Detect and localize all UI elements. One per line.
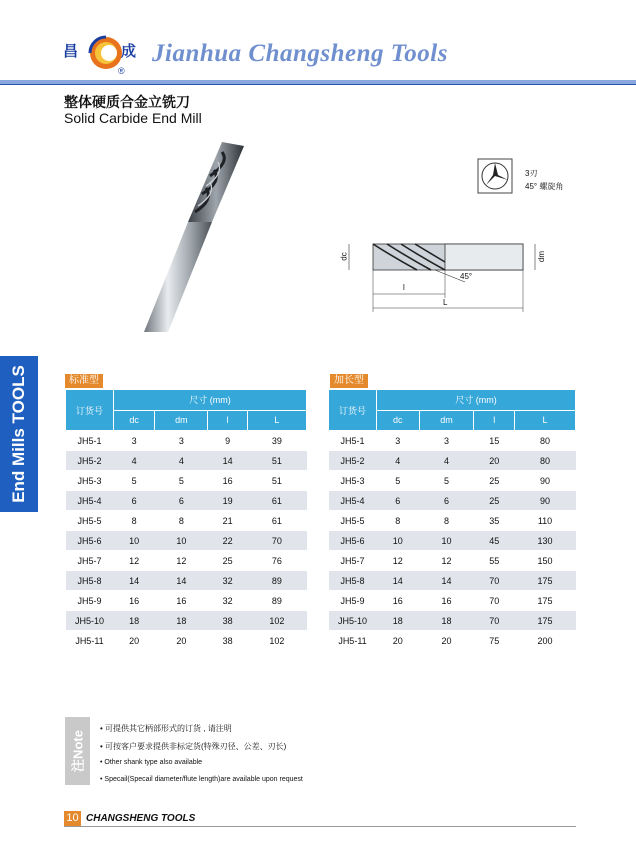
order-no-cell: JH5-6 [66,531,114,551]
size-cell: 70 [474,591,515,611]
size-cell: 110 [515,511,576,531]
size-cell: 102 [247,611,306,631]
order-no-cell: JH5-8 [66,571,114,591]
size-cell: 10 [114,531,155,551]
order-no-cell: JH5-4 [329,491,377,511]
size-cell: 14 [114,571,155,591]
size-cell: 32 [208,571,247,591]
size-cell: 35 [474,511,515,531]
size-cell: 5 [155,471,208,491]
logo-cn-left: 昌 [63,43,79,60]
order-no-cell: JH5-3 [66,471,114,491]
table-row [329,511,576,531]
table-row [66,631,307,651]
size-cell: 12 [155,551,208,571]
size-cell: 39 [247,431,306,451]
size-cell: 8 [377,511,420,531]
size-cell: 18 [419,611,474,631]
size-cell: 8 [419,511,474,531]
table-row [329,551,576,571]
order-no-header: 订货号 [329,390,377,431]
size-cell: 18 [155,611,208,631]
order-no-cell: JH5-11 [329,631,377,651]
order-no-cell: JH5-9 [66,591,114,611]
extended-table-body [329,431,576,651]
table-row [329,471,576,491]
size-cell: 5 [419,471,474,491]
order-no-cell: JH5-1 [329,431,377,451]
table-row [329,591,576,611]
dim-dm-label: dm [537,250,547,263]
size-cell: 5 [377,471,420,491]
size-cell: 80 [515,451,576,471]
size-cell: 90 [515,471,576,491]
size-cell: 51 [247,471,306,491]
end-mill-photo-icon [140,140,260,340]
col-dc-header: dc [114,410,155,431]
size-cell: 14 [377,571,420,591]
size-cell: 20 [474,451,515,471]
size-cell: 14 [208,451,247,471]
size-cell: 12 [419,551,474,571]
table-row [66,491,307,511]
table-row [66,431,307,451]
size-cell: 61 [247,491,306,511]
size-cell: 10 [377,531,420,551]
dim-dc-label: dc [339,252,349,261]
table-row [66,531,307,551]
side-category-label: End Mills TOOLS [9,365,28,503]
size-cell: 18 [114,611,155,631]
size-cell: 6 [419,491,474,511]
size-cell: 130 [515,531,576,551]
size-cell: 14 [419,571,474,591]
size-cell: 32 [208,591,247,611]
size-cell: 19 [208,491,247,511]
table-row [329,531,576,551]
product-photo [140,140,260,340]
size-cell: 38 [208,611,247,631]
size-cell: 76 [247,551,306,571]
logo-registered-mark: ® [118,66,125,76]
helix-angle: 45° 螺旋角 [525,182,564,191]
size-cell: 16 [377,591,420,611]
col-dm-header: dm [155,410,208,431]
size-cell: 14 [155,571,208,591]
footer-brand: CHANGSHENG TOOLS [86,813,196,824]
size-cell: 8 [155,511,208,531]
size-cell: 3 [419,431,474,451]
order-no-cell: JH5-3 [329,471,377,491]
flute-count: 3刃 [525,169,538,178]
note-line-4: • Specail(Specail diameter/flute length)are available upon request [100,776,303,783]
size-cell: 3 [377,431,420,451]
size-cell: 45 [474,531,515,551]
logo-cn-right: 成 [121,43,137,60]
order-no-cell: JH5-1 [66,431,114,451]
col-L-header: L [515,410,576,431]
size-cell: 22 [208,531,247,551]
brand-name: Jianhua Changsheng Tools [152,40,448,67]
size-cell: 25 [474,491,515,511]
order-no-cell: JH5-11 [66,631,114,651]
size-cell: 16 [208,471,247,491]
table-row [329,611,576,631]
size-cell: 4 [419,451,474,471]
table-row [66,551,307,571]
size-cell: 70 [247,531,306,551]
size-cell: 21 [208,511,247,531]
size-cell: 20 [419,631,474,651]
table-row [329,431,576,451]
order-no-cell: JH5-6 [329,531,377,551]
size-cell: 3 [114,431,155,451]
three-flute-section-icon [477,158,513,194]
extended-type-tag: 加长型 [330,374,368,388]
order-no-cell: JH5-2 [66,451,114,471]
size-cell: 3 [155,431,208,451]
size-cell: 75 [474,631,515,651]
size-cell: 55 [474,551,515,571]
size-cell: 20 [114,631,155,651]
col-l-header: l [474,410,515,431]
size-cell: 25 [474,471,515,491]
table-row [66,451,307,471]
table-row [329,631,576,651]
size-cell: 38 [208,631,247,651]
size-cell: 89 [247,591,306,611]
size-cell: 25 [208,551,247,571]
size-cell: 150 [515,551,576,571]
col-dc-header: dc [377,410,420,431]
order-no-cell: JH5-10 [66,611,114,631]
order-no-cell: JH5-5 [66,511,114,531]
header-rule-dark [0,84,636,85]
size-cell: 175 [515,591,576,611]
order-no-header: 订货号 [66,390,114,431]
note-line-3: • Other shank type also available [100,759,203,766]
col-L-header: L [247,410,306,431]
size-cell: 4 [155,451,208,471]
footer-rule [64,826,576,827]
size-cell: 89 [247,571,306,591]
size-cell: 20 [377,631,420,651]
size-cell: 90 [515,491,576,511]
size-cell: 6 [114,491,155,511]
table-row [66,511,307,531]
col-dm-header: dm [419,410,474,431]
flute-cross-section [477,158,513,194]
size-cell: 9 [208,431,247,451]
order-no-cell: JH5-7 [66,551,114,571]
table-row [329,571,576,591]
order-no-cell: JH5-7 [329,551,377,571]
size-cell: 51 [247,451,306,471]
order-no-cell: JH5-5 [329,511,377,531]
size-cell: 18 [377,611,420,631]
table-row [66,611,307,631]
table-row [66,591,307,611]
dim-L-label: L [443,298,448,307]
size-cell: 10 [419,531,474,551]
note-label: 注Note [70,730,86,772]
order-no-cell: JH5-9 [329,591,377,611]
table-row [329,451,576,471]
size-cell: 12 [377,551,420,571]
size-header: 尺寸 (mm) [377,390,576,411]
size-cell: 6 [155,491,208,511]
size-header: 尺寸 (mm) [114,390,307,411]
size-cell: 12 [114,551,155,571]
size-cell: 6 [377,491,420,511]
table-row [329,491,576,511]
order-no-cell: JH5-4 [66,491,114,511]
dim-angle-label: 45° [460,272,473,281]
extended-spec-table [328,389,576,651]
size-cell: 20 [155,631,208,651]
size-cell: 61 [247,511,306,531]
size-cell: 15 [474,431,515,451]
size-cell: 70 [474,611,515,631]
note-line-1: • 可提供其它柄部形式的订货 , 请注明 [100,724,232,733]
size-cell: 4 [377,451,420,471]
page-number: 10 [64,811,81,826]
col-l-header: l [208,410,247,431]
size-cell: 175 [515,611,576,631]
standard-spec-table [65,389,307,651]
size-cell: 102 [247,631,306,651]
order-no-cell: JH5-8 [329,571,377,591]
size-cell: 4 [114,451,155,471]
table-row [66,471,307,491]
size-cell: 16 [419,591,474,611]
standard-type-tag: 标准型 [65,374,103,388]
page-title-en: Solid Carbide End Mill [64,110,202,126]
size-cell: 80 [515,431,576,451]
size-cell: 5 [114,471,155,491]
size-cell: 16 [155,591,208,611]
order-no-cell: JH5-10 [329,611,377,631]
size-cell: 200 [515,631,576,651]
order-no-cell: JH5-2 [329,451,377,471]
size-cell: 8 [114,511,155,531]
standard-table-body [66,431,307,651]
size-cell: 70 [474,571,515,591]
page-title-cn: 整体硬质合金立铣刀 [64,94,190,110]
table-row [66,571,307,591]
dim-l-label: l [403,283,405,292]
size-cell: 175 [515,571,576,591]
note-line-2: • 可按客户要求提供非标定货(特殊刃径、公差、刃长) [100,742,287,751]
size-cell: 10 [155,531,208,551]
size-cell: 16 [114,591,155,611]
